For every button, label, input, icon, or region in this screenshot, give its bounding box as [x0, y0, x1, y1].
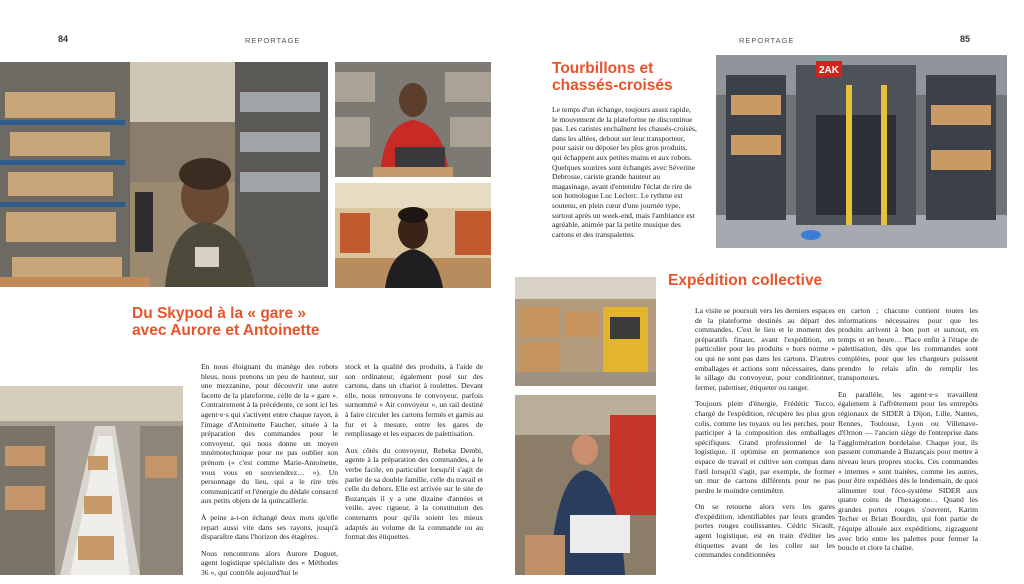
paragraph: Toujours plein d'énergie, Frédéric Tocco, chargé de l'expédition, récupère les plus gros colis, comme les tuyaux ou les perches, pour participer à la composition des emballages spécifiques. Grand professionnel de la logistique, il optimise en permanence son espace de travail et cultive son compas dans l'œil lorsqu'il s'agit, par exemple, de former un mur de cartons différents pour ne pas perdre le moindre centimètre.: [695, 399, 835, 495]
paragraph: en carton ; chacune contient toutes les informations nécessaires pour que les produits arrivent à bon port et surtout, en temps et en heure… Place enfin à l'étape de palettisation, dès que les commandes sont complètes, pour que les chargeurs puissent prendre le relais afin de remplir les transporteurs.: [838, 306, 978, 383]
headline-skypod: Du Skypod à la « gare » avec Aurore et Antoinette: [132, 305, 320, 340]
photo-woman-smiling: [335, 183, 491, 288]
photo-warehouse-aisle: [0, 62, 328, 287]
photo-robot-shelving: [716, 55, 1007, 248]
right-column-2: [838, 306, 978, 560]
chapo-tourbillons: Le temps d'un échange, toujours assez rapide, le mouvement de la plateforme ne discontinue pas. Les caristes enchaînent les chassés-croisés, dans les allées, debout sur leur transporteur, pour saisir ou déposer les plus gros produits, qui échappent aux petites mains et aux robots. Quelques sourires sont échangés avec Séverine Debrosse, cariste grande hauteur au magasinage, avant d'entendre l'éclat de rire de son homologue Luc Leclerc. Le rythme est soutenu, en plein cœur d'une journée type, surtout après un week-end, mais l'ambiance est agréable, animée par la petite musique des cartons et des transpalettes.: [552, 105, 697, 239]
paragraph: On se retourne alors vers les gares d'expédition, identifiables par leurs grandes portes rouges coulissantes. Cédric Sicault, agent logistique, est en train d'éditer les étiquettes avant de les coller sur les commandes conditionnées: [695, 502, 835, 560]
photo-frederic-tocco: [515, 395, 656, 575]
paragraph: stock et la qualité des produits, à l'aide de son ordinateur, également posé sur des cartons, dans un chariot à roulettes. Devant elle, nous retrouvons le convoyeur, parfois surnommé « Air convoyeur », un rail destiné à faire circuler les cartons fermés et garnis au fur et à mesure, entre les gares de remplissage et les espaces de palettisation.: [345, 362, 483, 439]
paragraph: La visite se poursuit vers les derniers espaces de la plateforme destinés au départ des commandes. C'est le lieu et le moment des préparatifs finaux, avant l'expédition, en particulier pour les produits « hors norme » ou qui ne sont pas dans les cartons. D'autres emballages et actions sont nécessaires, dans le sillage du convoyeur, pour conditionner, fermer, palettiser, étiqueter ou ranger.: [695, 306, 835, 392]
sign-2ak: 2AK: [818, 65, 840, 76]
page-number-left: 84: [58, 34, 69, 44]
rubric-right: REPORTAGE: [739, 36, 795, 45]
paragraph: Aux côtés du convoyeur, Rebeka Dembi, agente à la préparation des commandes, a le verbe facile, en particulier lorsqu'il s'agit de parler de sa double famille, celle du travail et celle du dehors. Elle est arrivée sur le site de Buzançais il y a une dizaine d'années et veille, avec rigueur, à la constitution des contenants pour qu'ils soient les mieux adaptés au volume de la commande ou au format des étiquettes.: [345, 445, 483, 542]
paragraph: À peine a-t-on échangé deux mots qu'elle repart aussi vite dans ses rayons, jusqu'à disparaître dans l'horizon des étagères.: [201, 512, 338, 542]
right-column-1: [695, 306, 835, 567]
headline-tourbillons: Tourbillons et chassés-croisés: [552, 60, 673, 95]
photo-man-laptop: [335, 62, 491, 177]
rubric-left: REPORTAGE: [245, 36, 301, 45]
paragraph: En parallèle, les agent·e·s travaillent également à l'affrètement pour les entrepôts régionaux de SIDER à Dijon, Lille, Nantes, Rennes, Toulouse, Lyon ou Villenave-d'Ornon — l'ancien siège de l'entreprise dans l'agglomération bordelaise. Chaque jour, ils passent commande à Buzançais pour mettre à niveau leurs propres stocks. Ces commandes « internes » sont traitées, comme les autres, pour être expédiées dès le lendemain, de quoi alimenter tout l'éco-système SIDER aux quatre coins de l'hexagone… Quand les grandes portes rouges s'ouvrent, Karim Techer et Brian Bourdin, qui font partie de l'équipe allouée aux expéditions, zigzaguent avec brio entre les palettes pour fermer la boucle et clore la chaîne.: [838, 389, 978, 553]
left-column-1: [201, 362, 338, 584]
paragraph: En nous éloignant du manège des robots bleus, nous prenons un peu de hauteur, sur une mezzanine, pour découvrir une autre facette de la plateforme, celle de la « gare ». Contrairement à la précédente, ce sont ici les agent·e·s qui s'activent entre chaque rayon, à l'image d'Antoinette Faucher, située à la préparation des commandes pour le convoyeur, qui nous donne un moyen mnémotechnique pour ne pas oublier son prénom (« c'est comme Marie-Antoinette, vous vous en souviendrez… »). Un personnage du lieu, qui a le rire très communicatif et l'énergie du dédale consacré aux petits objets de la quincaillerie.: [201, 362, 338, 506]
headline-expedition: Expédition collective: [668, 272, 823, 289]
photo-conveyor: [0, 386, 183, 575]
photo-expedition-machine: [515, 277, 656, 386]
page-number-right: 85: [960, 34, 971, 44]
paragraph: Nous rencontrons alors Aurore Duguet, agent logistique spécialiste des « Méthodes 36 », qui contrôle aujourd'hui le: [201, 548, 338, 577]
left-column-2: [345, 362, 483, 549]
